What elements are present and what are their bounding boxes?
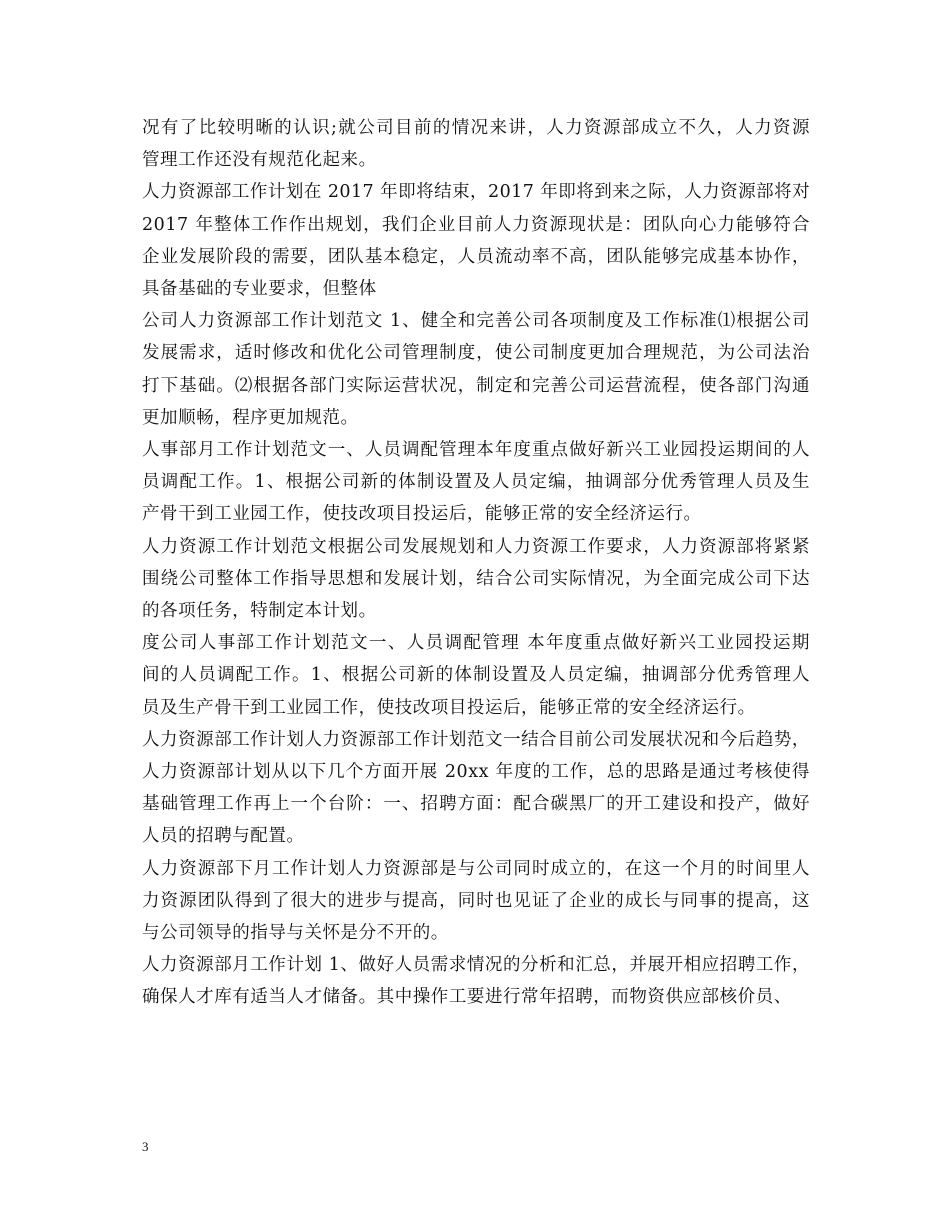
paragraph-line: 与公司领导的指导与关怀是分不开的。	[142, 923, 449, 944]
paragraph-line: 发展需求，适时修改和优化公司管理制度，使公司制度更加合理规范，为公司法治	[142, 343, 810, 364]
paragraph-line: 度公司人事部工作计划范文一、人员调配管理 本年度重点做好新兴工业园投运期	[142, 633, 810, 654]
paragraph-line: 人事部月工作计划范文一、人员调配管理本年度重点做好新兴工业园投运期间的人	[142, 440, 810, 461]
paragraph-line: 产骨干到工业园工作，使技改项目投运后，能够正常的安全经济运行。	[142, 504, 702, 525]
paragraph-line: 公司人力资源部工作计划范文 1、健全和完善公司各项制度及工作标准⑴根据公司	[142, 311, 810, 332]
paragraph-line: 人员的招聘与配置。	[142, 826, 305, 847]
paragraph-line: 基础管理工作再上一个台阶：一、招聘方面：配合碳黑厂的开工建设和投产，做好	[142, 794, 810, 815]
paragraph-line: 人力资源部工作计划人力资源部工作计划范文一结合目前公司发展状况和今后趋势，	[142, 729, 810, 750]
paragraph-line: 力资源团队得到了很大的进步与提高，同时也见证了企业的成长与同事的提高，这	[142, 890, 810, 911]
document-body	[142, 112, 810, 1014]
page-number: 3	[142, 1139, 149, 1154]
paragraph-line: 打下基础。⑵根据各部门实际运营状况，制定和完善公司运营流程，使各部门沟通	[142, 375, 810, 396]
paragraph	[142, 434, 810, 531]
paragraph	[142, 176, 810, 305]
paragraph-line: 人力资源部计划从以下几个方面开展 20xx 年度的工作，总的思路是通过考核使得	[142, 762, 810, 783]
paragraph-line: 围绕公司整体工作指导思想和发展计划，结合公司实际情况，为全面完成公司下达	[142, 568, 810, 589]
paragraph-line: 管理工作还没有规范化起来。	[142, 150, 377, 171]
paragraph	[142, 112, 810, 176]
paragraph	[142, 853, 810, 950]
paragraph-line: 具备基础的专业要求，但整体	[142, 279, 377, 300]
paragraph-line: 况有了比较明晰的认识;就公司目前的情况来讲，人力资源部成立不久，人力资源	[142, 118, 810, 138]
paragraph	[142, 531, 810, 628]
paragraph-line: 员及生产骨干到工业园工作，使技改项目投运后，能够正常的安全经济运行。	[142, 697, 756, 718]
paragraph-line: 企业发展阶段的需要，团队基本稳定，人员流动率不高，团队能够完成基本协作，	[142, 246, 810, 267]
paragraph-line: 更加顺畅，程序更加规范。	[142, 407, 359, 428]
paragraph-line: 2017 年整体工作作出规划，我们企业目前人力资源现状是：团队向心力能够符合	[142, 214, 810, 235]
paragraph-line: 确保人才库有适当人才储备。其中操作工要进行常年招聘，而物资供应部核价员、	[142, 987, 792, 1008]
paragraph-line: 人力资源部下月工作计划人力资源部是与公司同时成立的，在这一个月的时间里人	[142, 858, 810, 879]
paragraph-line: 人力资源工作计划范文根据公司发展规划和人力资源工作要求，人力资源部将紧紧	[142, 536, 810, 557]
paragraph	[142, 305, 810, 434]
paragraph	[142, 627, 810, 724]
paragraph-line: 人力资源部工作计划在 2017 年即将结束，2017 年即将到来之际，人力资源部将对	[142, 182, 810, 203]
paragraph-line: 间的人员调配工作。1、根据公司新的体制设置及人员定编，抽调部分优秀管理人	[142, 665, 810, 686]
paragraph-line: 员调配工作。1、根据公司新的体制设置及人员定编，抽调部分优秀管理人员及生	[142, 472, 810, 493]
paragraph-line: 人力资源部月工作计划 1、做好人员需求情况的分析和汇总，并展开相应招聘工作，	[142, 955, 810, 976]
paragraph	[142, 724, 810, 853]
paragraph	[142, 949, 810, 1013]
paragraph-line: 的各项任务，特制定本计划。	[142, 601, 377, 622]
